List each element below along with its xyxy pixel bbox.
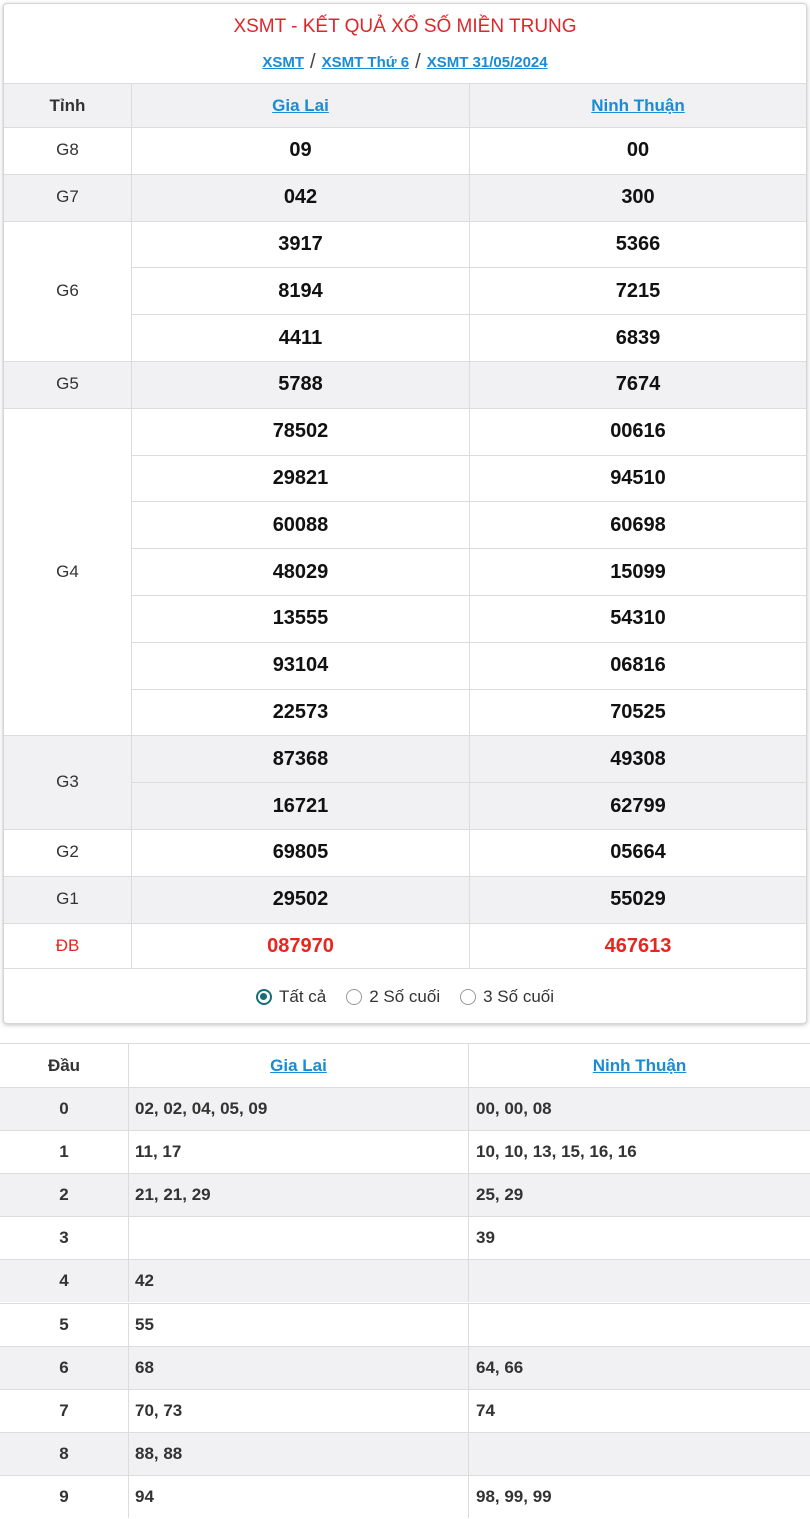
breadcrumb-separator: /: [415, 51, 421, 73]
province-header-cell: [131, 84, 469, 127]
loto-head-digit: 7: [59, 1400, 69, 1420]
prize-label: ĐB: [55, 935, 80, 955]
loto-row: [0, 1346, 810, 1389]
results-header-row: [4, 83, 806, 127]
filter-label: 2 Số cuối: [369, 986, 441, 1006]
loto-province-header: [468, 1044, 810, 1087]
radio-selected-icon[interactable]: [256, 989, 272, 1005]
prize-number: 60088: [131, 501, 469, 548]
prize-number: 3917: [131, 222, 469, 268]
loto-header-row: [0, 1044, 810, 1087]
breadcrumb: [4, 51, 806, 74]
prize-label: G2: [56, 842, 79, 862]
prize-label: G8: [56, 140, 79, 160]
loto-numbers: 42: [128, 1260, 468, 1302]
loto-row: [0, 1216, 810, 1259]
prize-label: G1: [56, 889, 79, 909]
filter-option-2-digits[interactable]: [346, 987, 440, 1007]
prize-number: 87368: [131, 736, 469, 782]
loto-row: [0, 1173, 810, 1216]
loto-numbers: 21, 21, 29: [128, 1174, 468, 1216]
filter-label: Tất cả: [278, 986, 327, 1006]
digit-filter: [4, 968, 806, 1024]
breadcrumb-separator: /: [310, 51, 316, 73]
prize-number: 05664: [469, 830, 806, 876]
loto-row: [0, 1432, 810, 1475]
prize-number: 7215: [469, 267, 806, 314]
prize-label: G3: [56, 772, 79, 792]
prize-number: 09: [131, 128, 469, 174]
prize-label: G5: [56, 374, 79, 394]
prize-number: 15099: [469, 548, 806, 595]
prize-number: 5788: [131, 362, 469, 408]
prize-number: 94510: [469, 455, 806, 502]
prize-number: 62799: [469, 782, 806, 829]
prize-number: 042: [131, 175, 469, 221]
prize-number: 54310: [469, 595, 806, 642]
radio-icon[interactable]: [460, 989, 476, 1005]
loto-numbers: 00, 00, 08: [468, 1088, 810, 1130]
loto-row: [0, 1130, 810, 1173]
prize-number: 70525: [469, 689, 806, 736]
province-link-gia-lai[interactable]: Gia Lai: [272, 95, 329, 115]
province-column-header: Tỉnh: [49, 95, 86, 115]
prize-number: 78502: [131, 409, 469, 455]
prize-label: G4: [56, 561, 79, 581]
prize-number: 300: [469, 175, 806, 221]
loto-head-digit: 4: [59, 1271, 69, 1291]
loto-row: [0, 1389, 810, 1432]
loto-numbers: [468, 1304, 810, 1346]
prize-number: 00: [469, 128, 806, 174]
prize-number: 69805: [131, 830, 469, 876]
breadcrumb-xsmt-thu6-link[interactable]: XSMT Thứ 6: [321, 54, 410, 71]
loto-head-digit: 2: [59, 1185, 69, 1205]
prize-number: 8194: [131, 267, 469, 314]
filter-option-all[interactable]: [256, 987, 326, 1007]
prize-number: 93104: [131, 642, 469, 689]
loto-row: [0, 1259, 810, 1302]
loto-numbers: 10, 10, 13, 15, 16, 16: [468, 1131, 810, 1173]
loto-numbers: 39: [468, 1217, 810, 1259]
prize-number: 13555: [131, 595, 469, 642]
loto-numbers: [128, 1217, 468, 1259]
breadcrumb-xsmt-link[interactable]: XSMT: [262, 54, 305, 71]
loto-head-digit: 8: [59, 1443, 69, 1463]
prize-number: 4411: [131, 314, 469, 361]
loto-numbers: 70, 73: [128, 1390, 468, 1432]
loto-numbers: 74: [468, 1390, 810, 1432]
prize-number: 22573: [131, 689, 469, 736]
loto-head-digit: 6: [59, 1357, 69, 1377]
prize-number: 5366: [469, 222, 806, 268]
prize-number: 16721: [131, 782, 469, 829]
loto-numbers: 55: [128, 1304, 468, 1346]
radio-icon[interactable]: [346, 989, 362, 1005]
filter-label: 3 Số cuối: [483, 986, 555, 1006]
prize-number: 55029: [469, 877, 806, 923]
loto-head-digit: 9: [59, 1486, 69, 1506]
loto-province-link-gia-lai[interactable]: Gia Lai: [270, 1055, 327, 1075]
filter-option-3-digits[interactable]: [460, 987, 554, 1007]
prize-label: G6: [56, 280, 79, 300]
head-column-header: Đầu: [47, 1055, 81, 1075]
special-prize-number: 087970: [131, 924, 469, 970]
prize-number: 06816: [469, 642, 806, 689]
loto-table: [0, 1043, 810, 1519]
breadcrumb-date-link[interactable]: XSMT 31/05/2024: [426, 54, 548, 71]
loto-numbers: 88, 88: [128, 1433, 468, 1475]
loto-head-digit: 0: [59, 1099, 69, 1119]
loto-head-digit: 1: [59, 1142, 69, 1162]
loto-numbers: 64, 66: [468, 1347, 810, 1389]
prize-number: 60698: [469, 501, 806, 548]
page-title: XSMT - KẾT QUẢ XỔ SỐ MIỀN TRUNG: [233, 16, 577, 37]
loto-numbers: [468, 1260, 810, 1302]
loto-row: [0, 1475, 810, 1518]
loto-province-link-ninh-thuan[interactable]: Ninh Thuận: [592, 1055, 687, 1075]
loto-head-digit: 3: [59, 1228, 69, 1248]
prize-number: 7674: [469, 362, 806, 408]
loto-numbers: 11, 17: [128, 1131, 468, 1173]
loto-numbers: 98, 99, 99: [468, 1476, 810, 1518]
loto-head-digit: 5: [59, 1314, 69, 1334]
results-card: [3, 3, 807, 1024]
prize-number: 49308: [469, 736, 806, 782]
loto-province-header: [128, 1044, 468, 1087]
prize-label: G7: [56, 187, 79, 207]
province-header-cell: [469, 84, 806, 127]
loto-row: [0, 1303, 810, 1346]
prize-number: 6839: [469, 314, 806, 361]
prize-number: 29502: [131, 877, 469, 923]
prize-number: 29821: [131, 455, 469, 502]
prize-number: 00616: [469, 409, 806, 455]
province-link-ninh-thuan[interactable]: Ninh Thuận: [591, 95, 685, 115]
loto-numbers: [468, 1433, 810, 1475]
loto-row: [0, 1087, 810, 1130]
loto-numbers: 02, 02, 04, 05, 09: [128, 1088, 468, 1130]
special-prize-number: 467613: [469, 924, 806, 970]
loto-numbers: 68: [128, 1347, 468, 1389]
prize-number: 48029: [131, 548, 469, 595]
loto-numbers: 94: [128, 1476, 468, 1518]
loto-numbers: 25, 29: [468, 1174, 810, 1216]
